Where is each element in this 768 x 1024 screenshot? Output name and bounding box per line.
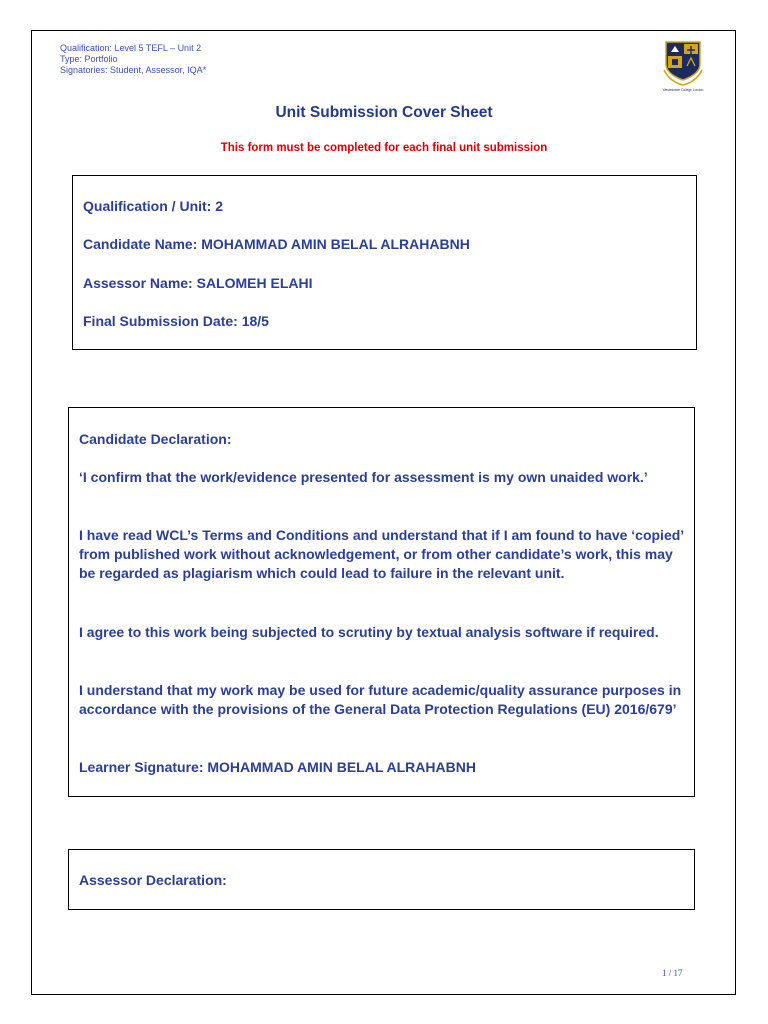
candidate-name: Candidate Name: MOHAMMAD AMIN BELAL ALRAHABNH — [83, 236, 470, 252]
signatories-line: Signatories: Student, Assessor, IQA* — [60, 65, 207, 75]
assessor-declaration-box — [68, 849, 695, 910]
assessor-declaration-heading: Assessor Declaration: — [79, 872, 227, 888]
type-line: Type: Portfolio — [60, 54, 118, 64]
declaration-paragraph-3: I agree to this work being subjected to scrutiny by textual analysis software if required. — [79, 624, 659, 640]
college-crest-logo — [660, 40, 706, 92]
page-number: 1 / 17 — [662, 968, 683, 978]
declaration-paragraph-2: I have read WCL’s Terms and Conditions and understand that if I am found to have ‘copied’ from published work without acknowledgement, or from other candidate’s work, this may be regarded as plagiarism which could lead to failure in the relevant unit. — [79, 527, 684, 582]
submission-details-box — [72, 175, 697, 350]
svg-text:Westminster College London: Westminster College London — [662, 88, 704, 92]
learner-signature: Learner Signature: MOHAMMAD AMIN BELAL ALRAHABNH — [79, 759, 476, 775]
candidate-declaration-heading: Candidate Declaration: — [79, 431, 232, 447]
declaration-paragraph-1: ‘I confirm that the work/evidence presented for assessment is my own unaided work.’ — [79, 469, 648, 485]
qualification-line: Qualification: Level 5 TEFL – Unit 2 — [60, 43, 202, 53]
declaration-paragraph-4: I understand that my work may be used for future academic/quality assurance purposes in accordance with the provisions of the General Data Protection Regulations (EU) 2016/679’ — [79, 682, 682, 718]
candidate-declaration-box — [68, 407, 695, 797]
final-submission-date: Final Submission Date: 18/5 — [83, 313, 269, 329]
assessor-name: Assessor Name: SALOMEH ELAHI — [83, 275, 313, 291]
header-meta — [60, 43, 206, 76]
document-title: Unit Submission Cover Sheet — [275, 104, 493, 121]
document-notice: This form must be completed for each final unit submission — [220, 142, 548, 154]
qualification-unit: Qualification / Unit: 2 — [83, 198, 224, 214]
